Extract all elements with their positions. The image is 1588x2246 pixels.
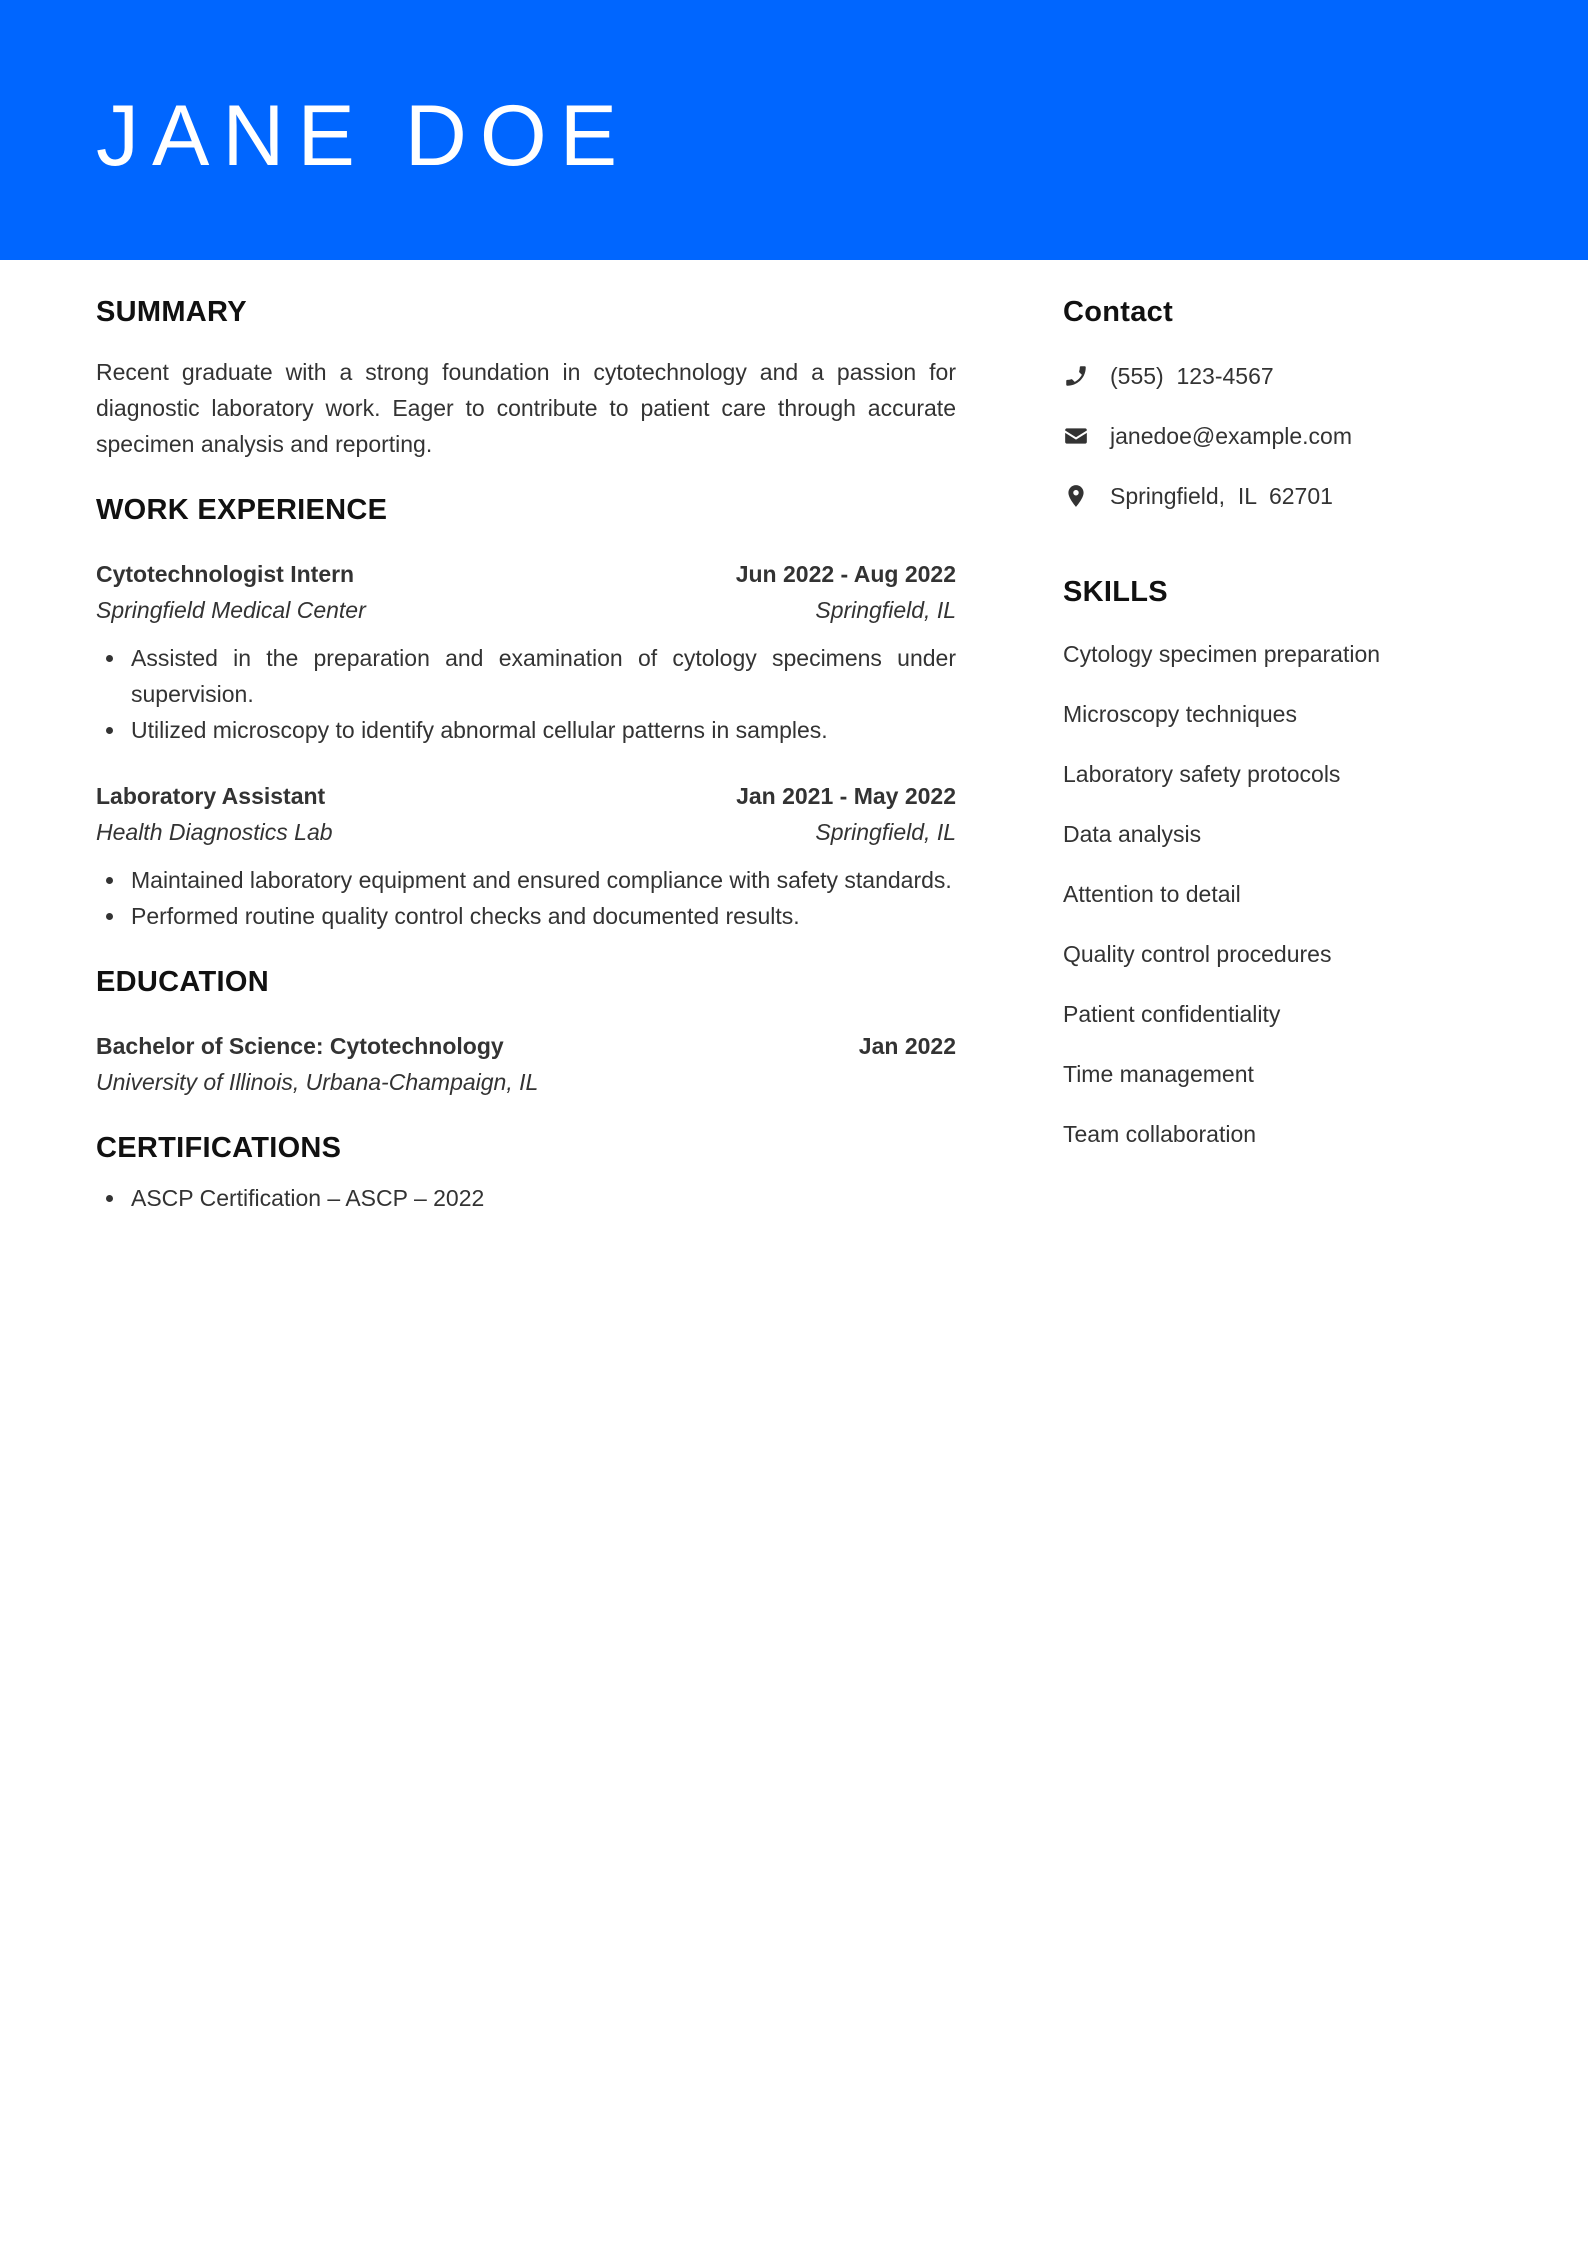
- sidebar-column: [1063, 292, 1503, 1152]
- education-date: Jan 2022: [858, 1033, 956, 1059]
- contact-heading: Contact: [1063, 296, 1174, 328]
- contact-phone: [1063, 358, 1503, 394]
- job-bullet: Utilized microscopy to identify abnormal cellular patterns in samples.: [131, 712, 956, 748]
- job-entry: [96, 778, 956, 934]
- job-role: Cytotechnologist Intern: [96, 561, 355, 587]
- summary-heading: SUMMARY: [96, 296, 247, 328]
- main-column: [96, 292, 956, 1216]
- contact-location: [1063, 478, 1503, 514]
- skills-section: [1063, 572, 1503, 1152]
- skill-item: Quality control procedures: [1063, 941, 1332, 967]
- work-experience-section: [96, 490, 956, 934]
- skill-item: Microscopy techniques: [1063, 701, 1297, 727]
- candidate-name: JANE DOE: [96, 88, 631, 184]
- job-bullet: Assisted in the preparation and examination of cytology specimens under supervision.: [131, 640, 956, 712]
- phone-icon: [1063, 361, 1093, 391]
- work-experience-heading: WORK EXPERIENCE: [96, 494, 388, 526]
- contact-email-text: janedoe@example.com: [1110, 423, 1352, 449]
- job-bullet: Maintained laboratory equipment and ensured compliance with safety standards.: [131, 862, 956, 898]
- contact-phone-text: (555) 123-4567: [1110, 363, 1274, 389]
- job-bullets: [96, 640, 956, 748]
- contact-email: [1063, 418, 1503, 454]
- skill-item: Time management: [1063, 1061, 1254, 1087]
- education-school: University of Illinois, Urbana-Champaign, IL: [96, 1069, 539, 1095]
- education-degree: Bachelor of Science: Cytotechnology: [96, 1033, 504, 1059]
- job-location: Springfield, IL: [815, 597, 956, 623]
- certification-item: ASCP Certification – ASCP – 2022: [131, 1180, 956, 1216]
- skill-item: Cytology specimen preparation: [1063, 641, 1381, 667]
- certifications-heading: CERTIFICATIONS: [96, 1132, 342, 1164]
- job-dates: Jun 2022 - Aug 2022: [735, 561, 956, 587]
- education-section: [96, 962, 956, 1100]
- skills-list: [1063, 636, 1503, 1152]
- header-banner: [0, 0, 1588, 260]
- skill-item: Data analysis: [1063, 821, 1202, 847]
- job-bullets: [96, 862, 956, 934]
- summary-section: [96, 292, 956, 462]
- contact-list: [1063, 358, 1503, 514]
- map-pin-icon: [1063, 481, 1093, 511]
- skill-item: Laboratory safety protocols: [1063, 761, 1341, 787]
- job-organization: Springfield Medical Center: [96, 597, 366, 623]
- job-role: Laboratory Assistant: [96, 783, 326, 809]
- certifications-section: [96, 1128, 956, 1216]
- skills-heading: SKILLS: [1063, 576, 1168, 608]
- education-heading: EDUCATION: [96, 966, 269, 998]
- skill-item: Patient confidentiality: [1063, 1001, 1281, 1027]
- education-entry: [96, 1028, 956, 1100]
- skill-item: Team collaboration: [1063, 1121, 1257, 1147]
- job-bullet: Performed routine quality control checks and documented results.: [131, 898, 956, 934]
- summary-text: Recent graduate with a strong foundation in cytotechnology and a passion for diagnostic laboratory work. Eager to contribute to patient care through accurate specimen analysis and reporting.: [96, 359, 956, 457]
- job-dates: Jan 2021 - May 2022: [736, 783, 956, 809]
- job-entry: [96, 556, 956, 748]
- contact-section: [1063, 292, 1503, 514]
- job-location: Springfield, IL: [815, 819, 956, 845]
- contact-location-text: Springfield, IL 62701: [1110, 483, 1333, 509]
- certifications-list: [96, 1180, 956, 1216]
- skill-item: Attention to detail: [1063, 881, 1241, 907]
- job-organization: Health Diagnostics Lab: [96, 819, 333, 845]
- envelope-icon: [1063, 421, 1093, 451]
